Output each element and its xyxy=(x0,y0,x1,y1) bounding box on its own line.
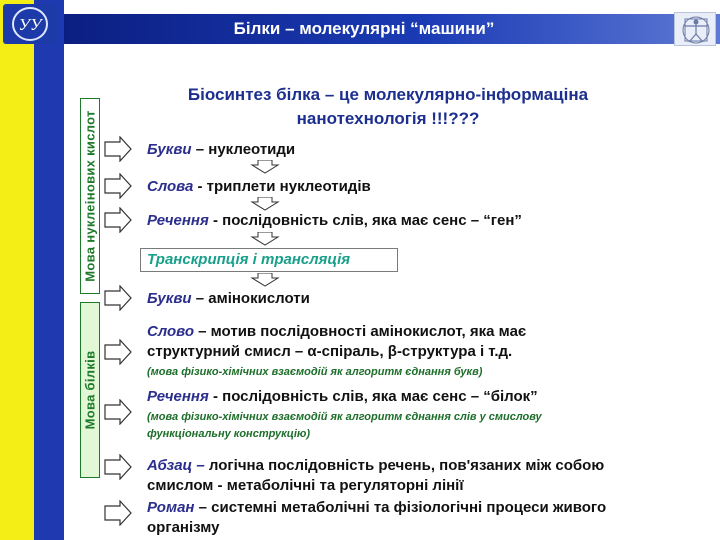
protein-word xyxy=(147,322,707,382)
definition-text: організму xyxy=(147,519,220,536)
down-arrow-icon xyxy=(250,160,280,174)
term-paragraph: Абзац – xyxy=(147,457,205,474)
definition-text: – нуклеотиди xyxy=(191,141,296,158)
definition-text: смислом - метаболічні та регуляторні лінії xyxy=(147,477,464,494)
right-arrow-icon xyxy=(104,285,132,311)
right-arrow-icon xyxy=(104,500,132,526)
definition-text: логічна послідовність речень, пов'язаних між собою xyxy=(204,457,605,474)
term-sentence: Речення xyxy=(147,388,209,405)
protein-novel xyxy=(147,498,707,538)
side-label-protein-box xyxy=(80,302,100,478)
definition-text: - послідовність слів, яка має сенс – “ген” xyxy=(208,212,522,229)
left-yellow-stripe xyxy=(0,0,34,540)
right-arrow-icon xyxy=(104,399,132,425)
down-arrow-icon xyxy=(250,232,280,246)
definition-text: – системні метаболічні та фізіологічні процеси живого xyxy=(194,499,607,516)
definition-text: - триплети нуклеотидів xyxy=(193,178,371,195)
right-arrow-icon xyxy=(104,136,132,162)
main-heading xyxy=(138,83,638,131)
slide-title: Білки – молекулярні “машини” xyxy=(233,19,495,38)
term-word: Слово xyxy=(147,323,194,340)
side-label-nucleic: Мова нуклеінових кислот xyxy=(82,110,98,282)
right-arrow-icon xyxy=(104,454,132,480)
nucleic-sentence xyxy=(147,211,707,231)
note-text: (мова фізико-хімічних взаємодій як алгоритм єднання слів у смислову xyxy=(147,411,542,423)
left-blue-stripe xyxy=(34,0,64,540)
definition-text: – мотив послідовності амінокислот, яка має xyxy=(193,323,527,340)
definition-text: структурний смисл – α-спіраль, β-структура і т.д. xyxy=(147,343,513,360)
term-words: Слова xyxy=(147,178,194,195)
heading-line-2: нанотехнологія !!!??? xyxy=(296,109,480,128)
protein-letters xyxy=(147,289,707,309)
down-arrow-icon xyxy=(250,197,280,211)
university-logo xyxy=(3,4,57,44)
term-letters: Букви xyxy=(147,290,192,307)
transcription-translation-box xyxy=(140,248,398,272)
nucleic-letters xyxy=(147,140,707,160)
transcription-translation-label: Транскрипція і трансляція xyxy=(147,251,351,268)
logo-monogram: УУ xyxy=(18,15,42,34)
term-letters: Букви xyxy=(147,141,192,158)
definition-text: - послідовність слів, яка має сенс – “білок” xyxy=(208,388,538,405)
nucleic-words xyxy=(147,177,707,197)
down-arrow-icon xyxy=(250,273,280,287)
side-label-protein: Мова білків xyxy=(82,350,98,430)
definition-text: – амінокислоти xyxy=(191,290,310,307)
right-arrow-icon xyxy=(104,173,132,199)
note-text: (мова фізико-хімічних взаємодій як алгоритм єднання букв) xyxy=(147,366,483,378)
side-label-nucleic-box xyxy=(80,98,100,294)
right-arrow-icon xyxy=(104,339,132,365)
slide-header xyxy=(0,0,720,46)
term-sentence: Речення xyxy=(147,212,209,229)
heading-line-1: Біосинтез білка – це молекулярно-інформаціна xyxy=(187,85,589,104)
vitruvian-man-icon xyxy=(674,12,716,46)
protein-sentence xyxy=(147,387,707,444)
right-arrow-icon xyxy=(104,207,132,233)
term-novel: Роман xyxy=(147,499,195,516)
protein-paragraph xyxy=(147,456,707,496)
note-text: функціональну конструкцію) xyxy=(147,428,311,440)
